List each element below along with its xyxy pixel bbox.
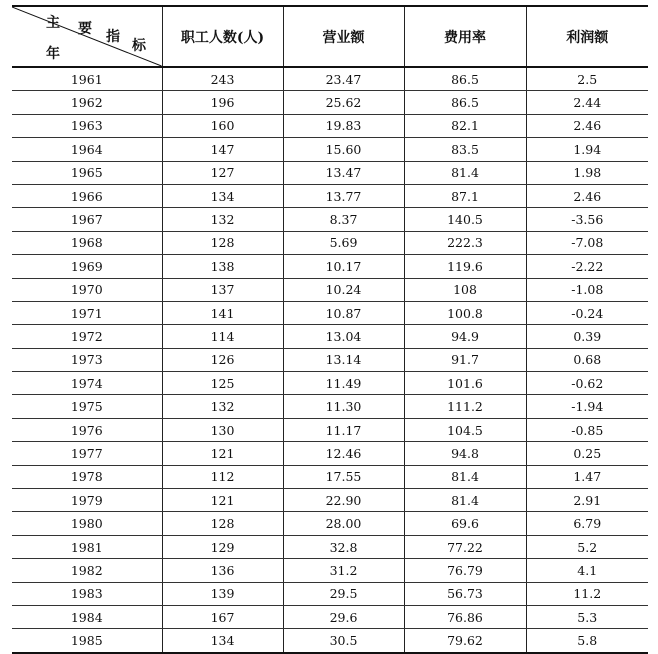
cell-year: 1976 (12, 418, 162, 441)
cell-year: 1964 (12, 138, 162, 161)
cell-expense-rate: 56.73 (404, 582, 526, 605)
cell-revenue: 29.5 (283, 582, 404, 605)
table-row (12, 184, 648, 207)
cell-revenue: 10.24 (283, 278, 404, 301)
cell-profit: 2.5 (526, 67, 648, 91)
corner-label-nian: 年 (46, 46, 60, 62)
cell-revenue: 11.30 (283, 395, 404, 418)
cell-expense-rate: 81.4 (404, 465, 526, 488)
cell-employees: 132 (162, 208, 283, 231)
cell-year: 1972 (12, 325, 162, 348)
cell-year: 1965 (12, 161, 162, 184)
cell-year: 1963 (12, 114, 162, 137)
cell-revenue: 15.60 (283, 138, 404, 161)
cell-employees: 125 (162, 372, 283, 395)
cell-expense-rate: 79.62 (404, 629, 526, 653)
cell-employees: 134 (162, 184, 283, 207)
cell-profit: 1.47 (526, 465, 648, 488)
cell-revenue: 5.69 (283, 231, 404, 254)
cell-year: 1978 (12, 465, 162, 488)
cell-expense-rate: 83.5 (404, 138, 526, 161)
cell-employees: 196 (162, 91, 283, 114)
cell-employees: 137 (162, 278, 283, 301)
cell-year: 1980 (12, 512, 162, 535)
cell-revenue: 10.17 (283, 255, 404, 278)
corner-label-zhi: 指 (106, 29, 120, 45)
cell-year: 1969 (12, 255, 162, 278)
cell-revenue: 13.14 (283, 348, 404, 371)
table-row (12, 114, 648, 137)
table-row (12, 372, 648, 395)
cell-revenue: 11.17 (283, 418, 404, 441)
cell-year: 1975 (12, 395, 162, 418)
header-expense-rate: 费用率 (404, 6, 526, 67)
cell-employees: 138 (162, 255, 283, 278)
cell-profit: 0.68 (526, 348, 648, 371)
cell-employees: 128 (162, 512, 283, 535)
table-row (12, 582, 648, 605)
cell-employees: 136 (162, 559, 283, 582)
cell-employees: 126 (162, 348, 283, 371)
cell-employees: 127 (162, 161, 283, 184)
cell-profit: 2.44 (526, 91, 648, 114)
cell-revenue: 17.55 (283, 465, 404, 488)
cell-employees: 141 (162, 301, 283, 324)
cell-employees: 128 (162, 231, 283, 254)
cell-employees: 114 (162, 325, 283, 348)
cell-profit: 4.1 (526, 559, 648, 582)
cell-employees: 121 (162, 442, 283, 465)
cell-revenue: 13.47 (283, 161, 404, 184)
cell-revenue: 32.8 (283, 535, 404, 558)
cell-expense-rate: 86.5 (404, 91, 526, 114)
cell-profit: 5.8 (526, 629, 648, 653)
cell-employees: 132 (162, 395, 283, 418)
table-row (12, 465, 648, 488)
cell-profit: 2.46 (526, 184, 648, 207)
cell-year: 1970 (12, 278, 162, 301)
corner-header-cell (12, 6, 162, 67)
table-row (12, 67, 648, 91)
table-row (12, 301, 648, 324)
table-row (12, 559, 648, 582)
cell-expense-rate: 76.86 (404, 605, 526, 628)
cell-year: 1982 (12, 559, 162, 582)
cell-profit: 5.3 (526, 605, 648, 628)
cell-year: 1966 (12, 184, 162, 207)
cell-expense-rate: 76.79 (404, 559, 526, 582)
cell-employees: 129 (162, 535, 283, 558)
table-body (12, 67, 648, 653)
cell-revenue: 11.49 (283, 372, 404, 395)
table-row (12, 395, 648, 418)
table-row (12, 629, 648, 653)
cell-expense-rate: 86.5 (404, 67, 526, 91)
cell-year: 1983 (12, 582, 162, 605)
table-row (12, 325, 648, 348)
cell-year: 1962 (12, 91, 162, 114)
cell-employees: 160 (162, 114, 283, 137)
cell-profit: -1.94 (526, 395, 648, 418)
statistics-table (12, 5, 648, 654)
cell-expense-rate: 140.5 (404, 208, 526, 231)
cell-revenue: 13.04 (283, 325, 404, 348)
cell-expense-rate: 81.4 (404, 489, 526, 512)
cell-expense-rate: 101.6 (404, 372, 526, 395)
cell-employees: 243 (162, 67, 283, 91)
header-profit: 利润额 (526, 6, 648, 67)
cell-revenue: 22.90 (283, 489, 404, 512)
cell-profit: 0.25 (526, 442, 648, 465)
cell-profit: 5.2 (526, 535, 648, 558)
cell-expense-rate: 87.1 (404, 184, 526, 207)
cell-profit: 1.94 (526, 138, 648, 161)
cell-year: 1973 (12, 348, 162, 371)
cell-year: 1971 (12, 301, 162, 324)
cell-expense-rate: 91.7 (404, 348, 526, 371)
table-row (12, 489, 648, 512)
cell-profit: 1.98 (526, 161, 648, 184)
corner-label-zhu: 主 (46, 15, 60, 31)
cell-year: 1977 (12, 442, 162, 465)
table-row (12, 278, 648, 301)
cell-expense-rate: 82.1 (404, 114, 526, 137)
cell-revenue: 31.2 (283, 559, 404, 582)
cell-profit: 6.79 (526, 512, 648, 535)
table-row (12, 442, 648, 465)
cell-employees: 130 (162, 418, 283, 441)
cell-year: 1985 (12, 629, 162, 653)
table-row (12, 512, 648, 535)
cell-expense-rate: 94.8 (404, 442, 526, 465)
table-row (12, 255, 648, 278)
cell-profit: -2.22 (526, 255, 648, 278)
cell-profit: -0.24 (526, 301, 648, 324)
cell-expense-rate: 119.6 (404, 255, 526, 278)
cell-revenue: 12.46 (283, 442, 404, 465)
cell-revenue: 29.6 (283, 605, 404, 628)
cell-profit: 2.91 (526, 489, 648, 512)
cell-employees: 147 (162, 138, 283, 161)
cell-revenue: 13.77 (283, 184, 404, 207)
cell-expense-rate: 69.6 (404, 512, 526, 535)
cell-expense-rate: 77.22 (404, 535, 526, 558)
header-row (12, 6, 648, 67)
table-row (12, 91, 648, 114)
cell-revenue: 10.87 (283, 301, 404, 324)
cell-year: 1961 (12, 67, 162, 91)
cell-expense-rate: 222.3 (404, 231, 526, 254)
cell-employees: 167 (162, 605, 283, 628)
cell-revenue: 28.00 (283, 512, 404, 535)
cell-year: 1967 (12, 208, 162, 231)
cell-revenue: 19.83 (283, 114, 404, 137)
cell-profit: 0.39 (526, 325, 648, 348)
cell-profit: -0.85 (526, 418, 648, 441)
table-row (12, 138, 648, 161)
cell-profit: -7.08 (526, 231, 648, 254)
header-employees: 职工人数(人) (162, 6, 283, 67)
table-row (12, 161, 648, 184)
cell-year: 1974 (12, 372, 162, 395)
cell-employees: 112 (162, 465, 283, 488)
corner-label-yao: 要 (78, 21, 92, 37)
table-row (12, 605, 648, 628)
cell-profit: 11.2 (526, 582, 648, 605)
table-row (12, 208, 648, 231)
cell-employees: 121 (162, 489, 283, 512)
cell-expense-rate: 94.9 (404, 325, 526, 348)
cell-expense-rate: 111.2 (404, 395, 526, 418)
cell-year: 1979 (12, 489, 162, 512)
cell-employees: 134 (162, 629, 283, 653)
cell-revenue: 23.47 (283, 67, 404, 91)
table-row (12, 231, 648, 254)
corner-label-biao: 标 (132, 38, 146, 54)
cell-employees: 139 (162, 582, 283, 605)
cell-year: 1984 (12, 605, 162, 628)
table-row (12, 348, 648, 371)
header-revenue: 营业额 (283, 6, 404, 67)
cell-year: 1968 (12, 231, 162, 254)
cell-expense-rate: 104.5 (404, 418, 526, 441)
cell-revenue: 25.62 (283, 91, 404, 114)
cell-expense-rate: 81.4 (404, 161, 526, 184)
table-row (12, 418, 648, 441)
cell-revenue: 30.5 (283, 629, 404, 653)
cell-revenue: 8.37 (283, 208, 404, 231)
cell-year: 1981 (12, 535, 162, 558)
cell-profit: -3.56 (526, 208, 648, 231)
cell-profit: 2.46 (526, 114, 648, 137)
cell-profit: -1.08 (526, 278, 648, 301)
cell-expense-rate: 108 (404, 278, 526, 301)
cell-profit: -0.62 (526, 372, 648, 395)
table-row (12, 535, 648, 558)
cell-expense-rate: 100.8 (404, 301, 526, 324)
